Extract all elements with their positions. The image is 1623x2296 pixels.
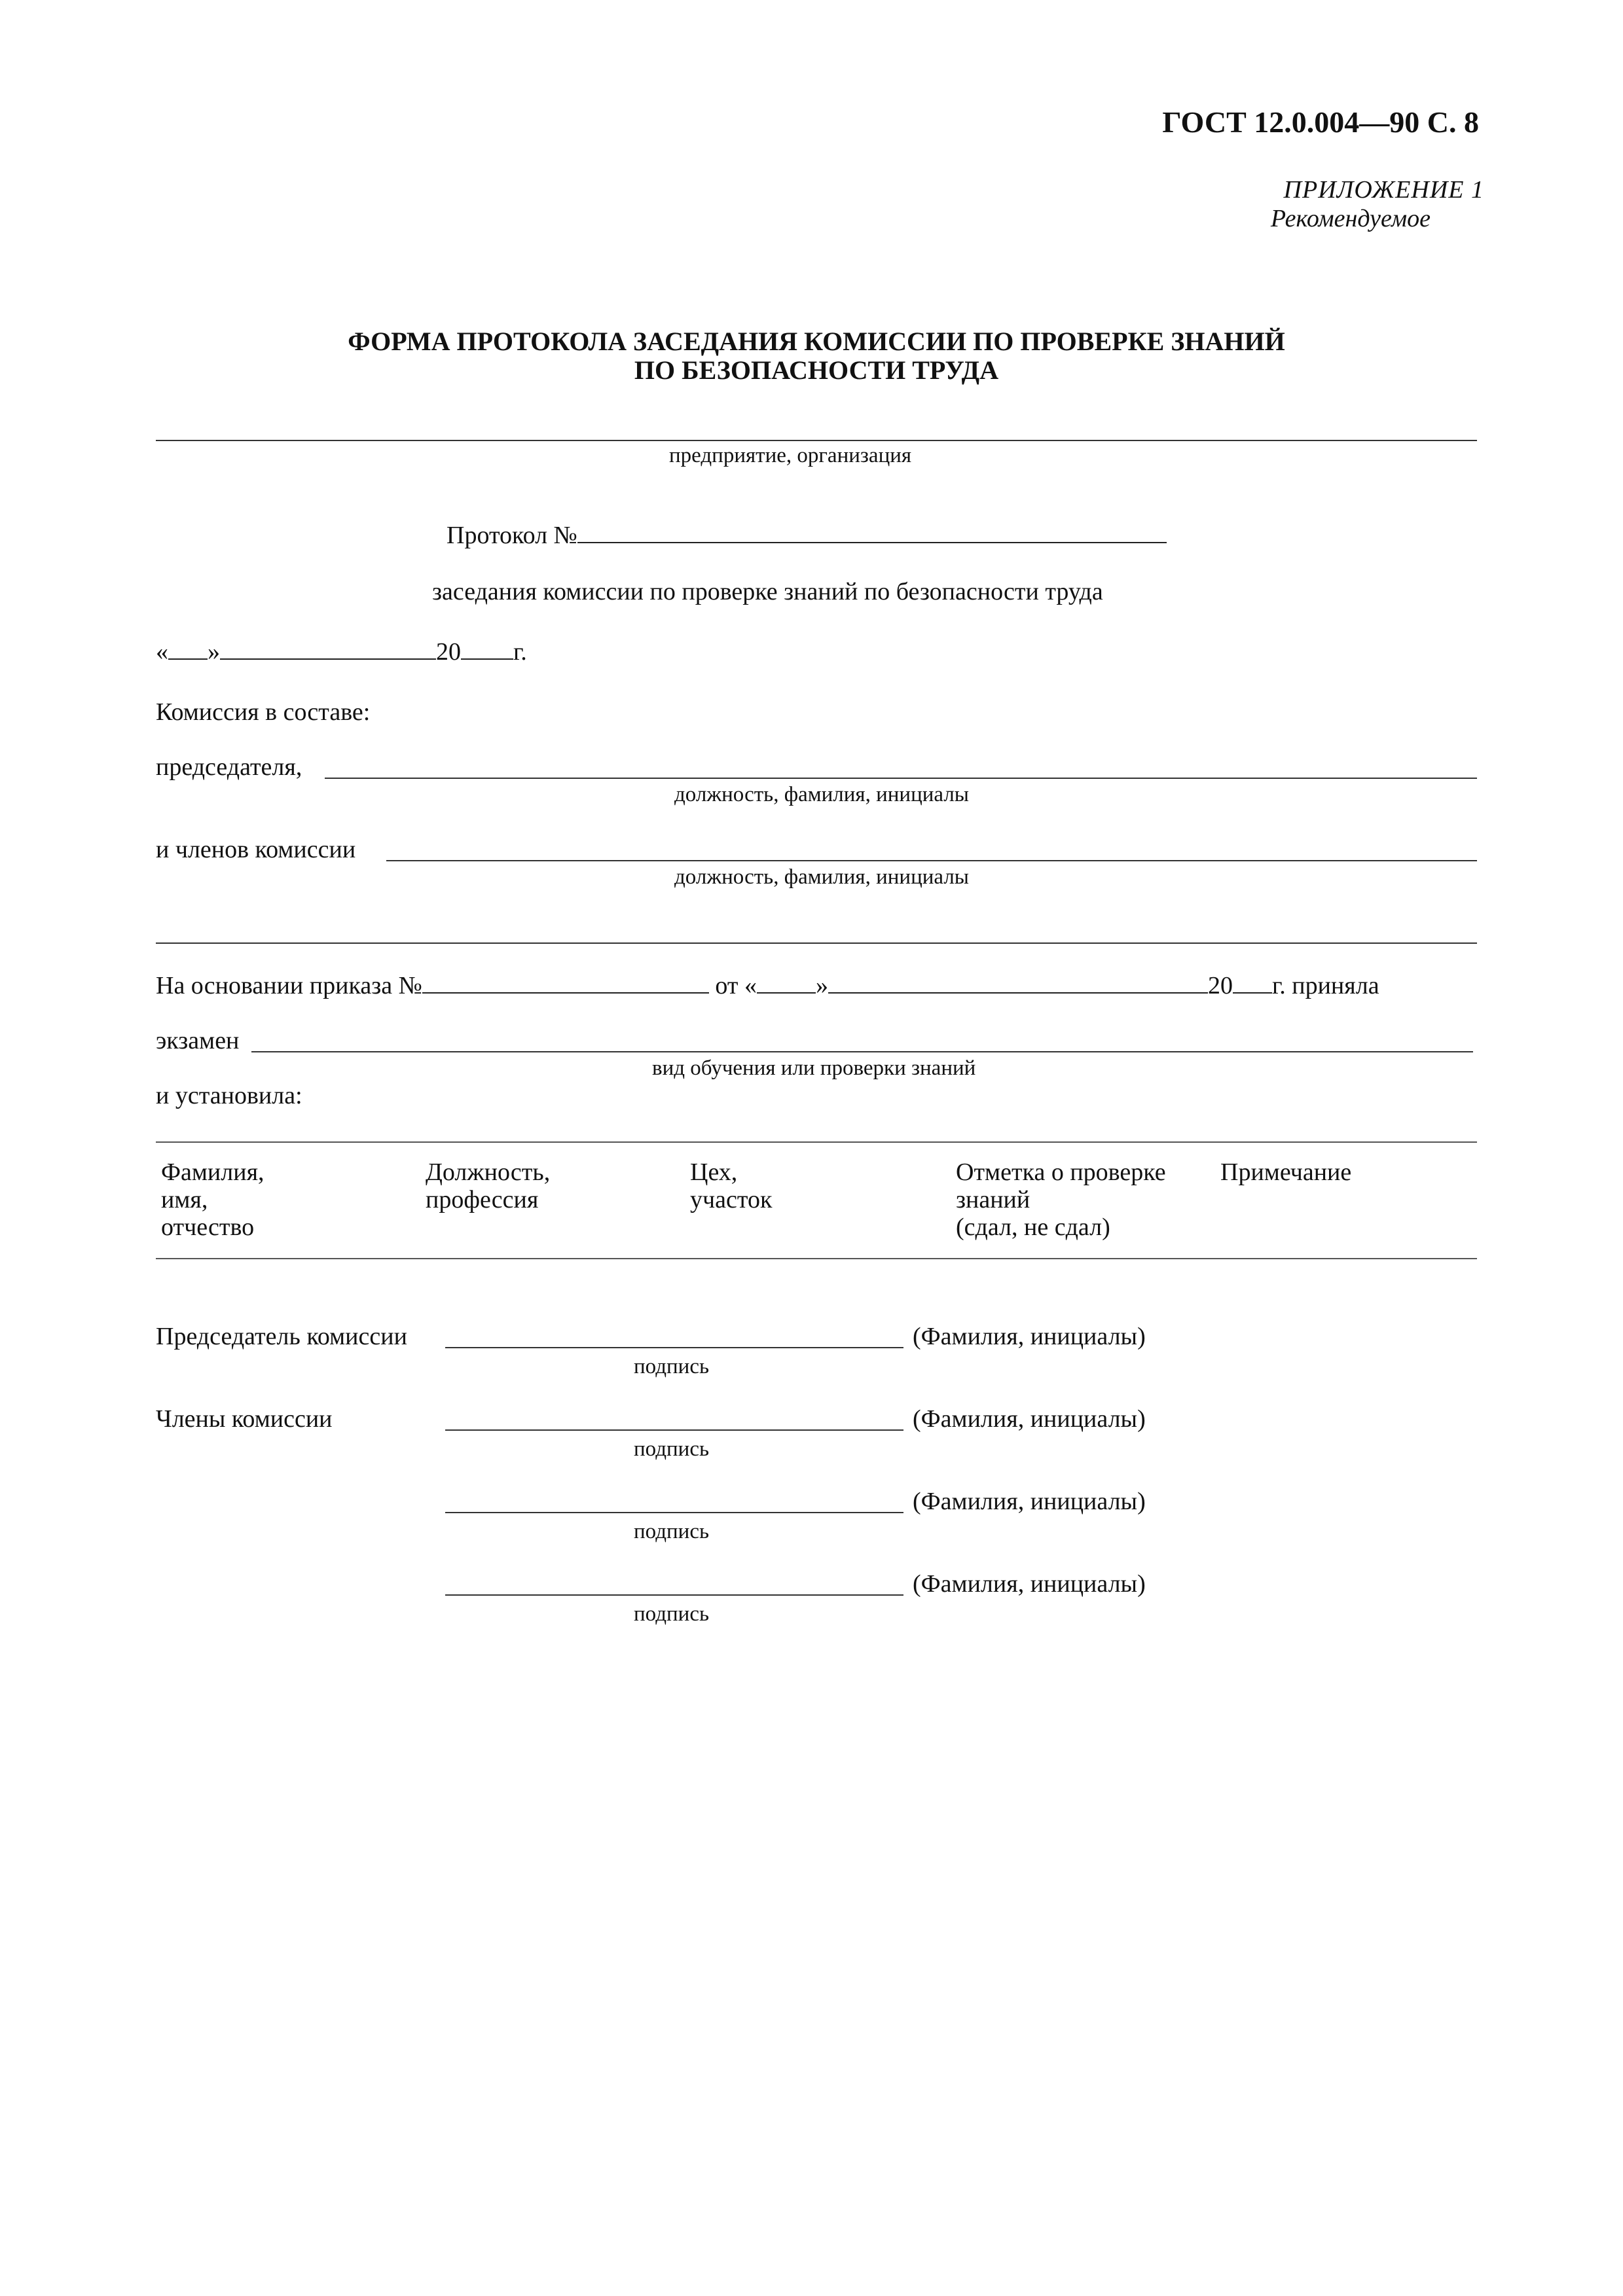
- date-day-field[interactable]: [168, 658, 208, 660]
- signature-member-3-field[interactable]: [445, 1594, 903, 1596]
- exam-field[interactable]: [251, 1051, 1473, 1052]
- organization-line[interactable]: [156, 440, 1477, 441]
- order-day-field[interactable]: [757, 992, 816, 994]
- members-field[interactable]: [386, 860, 1477, 861]
- table-header-workshop: Цех, участок: [690, 1158, 773, 1213]
- order-label: На основании приказа №: [156, 972, 422, 999]
- standard-ref: ГОСТ 12.0.004—90 С. 8: [1162, 105, 1479, 139]
- signature-chairman-field[interactable]: [445, 1347, 903, 1348]
- signature-chairman-caption: подпись: [634, 1355, 710, 1378]
- order-month-field[interactable]: [828, 992, 1208, 994]
- protocol-number-row: [447, 521, 1167, 550]
- members-field-extra[interactable]: [156, 942, 1477, 944]
- title-line-1: ФОРМА ПРОТОКОЛА ЗАСЕДАНИЯ КОМИССИИ ПО ПРОВЕРКЕ ЗНАНИЙ: [348, 327, 1285, 356]
- chairman-label: председателя,: [156, 753, 302, 781]
- members-label: и членов комиссии: [156, 836, 356, 863]
- date-year-field[interactable]: [461, 658, 513, 660]
- date-month-field[interactable]: [220, 658, 436, 660]
- signature-member-3-name: (Фамилия, инициалы): [913, 1570, 1146, 1598]
- exam-label: экзамен: [156, 1027, 240, 1054]
- exam-caption: вид обучения или проверки знаний: [652, 1056, 976, 1080]
- table-header-result: Отметка о проверке знаний (сдал, не сдал): [956, 1158, 1166, 1241]
- signature-member-2-name: (Фамилия, инициалы): [913, 1488, 1146, 1515]
- signature-member-1-caption: подпись: [634, 1437, 710, 1461]
- established-label: и установила:: [156, 1082, 302, 1109]
- order-row: На основании приказа № от « » 20 г. приняла: [156, 972, 1379, 999]
- date-row: « » 20 г.: [156, 638, 527, 666]
- signature-members-label: Члены комиссии: [156, 1405, 333, 1433]
- signature-member-1-name: (Фамилия, инициалы): [913, 1405, 1146, 1433]
- title-line-2: ПО БЕЗОПАСНОСТИ ТРУДА: [634, 355, 999, 385]
- chairman-caption: должность, фамилия, инициалы: [674, 783, 969, 806]
- protocol-subtitle: заседания комиссии по проверке знаний по безопасности труда: [432, 578, 1103, 605]
- members-caption: должность, фамилия, инициалы: [674, 865, 969, 889]
- order-number-field[interactable]: [422, 992, 709, 994]
- commission-heading: Комиссия в составе:: [156, 698, 371, 726]
- organization-caption: предприятие, организация: [669, 444, 912, 467]
- protocol-number-field[interactable]: [577, 542, 1167, 543]
- appendix-status: Рекомендуемое: [1270, 205, 1431, 232]
- chairman-field[interactable]: [325, 778, 1477, 779]
- table-header-position: Должность, профессия: [426, 1158, 551, 1213]
- table-bottom-border: [156, 1258, 1477, 1259]
- signature-member-3-caption: подпись: [634, 1602, 710, 1626]
- protocol-number-label: Протокол №: [447, 522, 577, 549]
- table-header-note: Примечание: [1220, 1158, 1352, 1186]
- order-year-field[interactable]: [1233, 992, 1272, 994]
- signature-member-2-caption: подпись: [634, 1520, 710, 1543]
- table-header-surname: Фамилия, имя, отчество: [161, 1158, 264, 1241]
- signature-chairman-label: Председатель комиссии: [156, 1323, 407, 1350]
- signature-member-2-field[interactable]: [445, 1512, 903, 1513]
- appendix-label: ПРИЛОЖЕНИЕ 1: [1283, 176, 1484, 204]
- table-top-border: [156, 1141, 1477, 1143]
- page-title: [156, 327, 1477, 385]
- signature-chairman-name: (Фамилия, инициалы): [913, 1323, 1146, 1350]
- signature-member-1-field[interactable]: [445, 1429, 903, 1431]
